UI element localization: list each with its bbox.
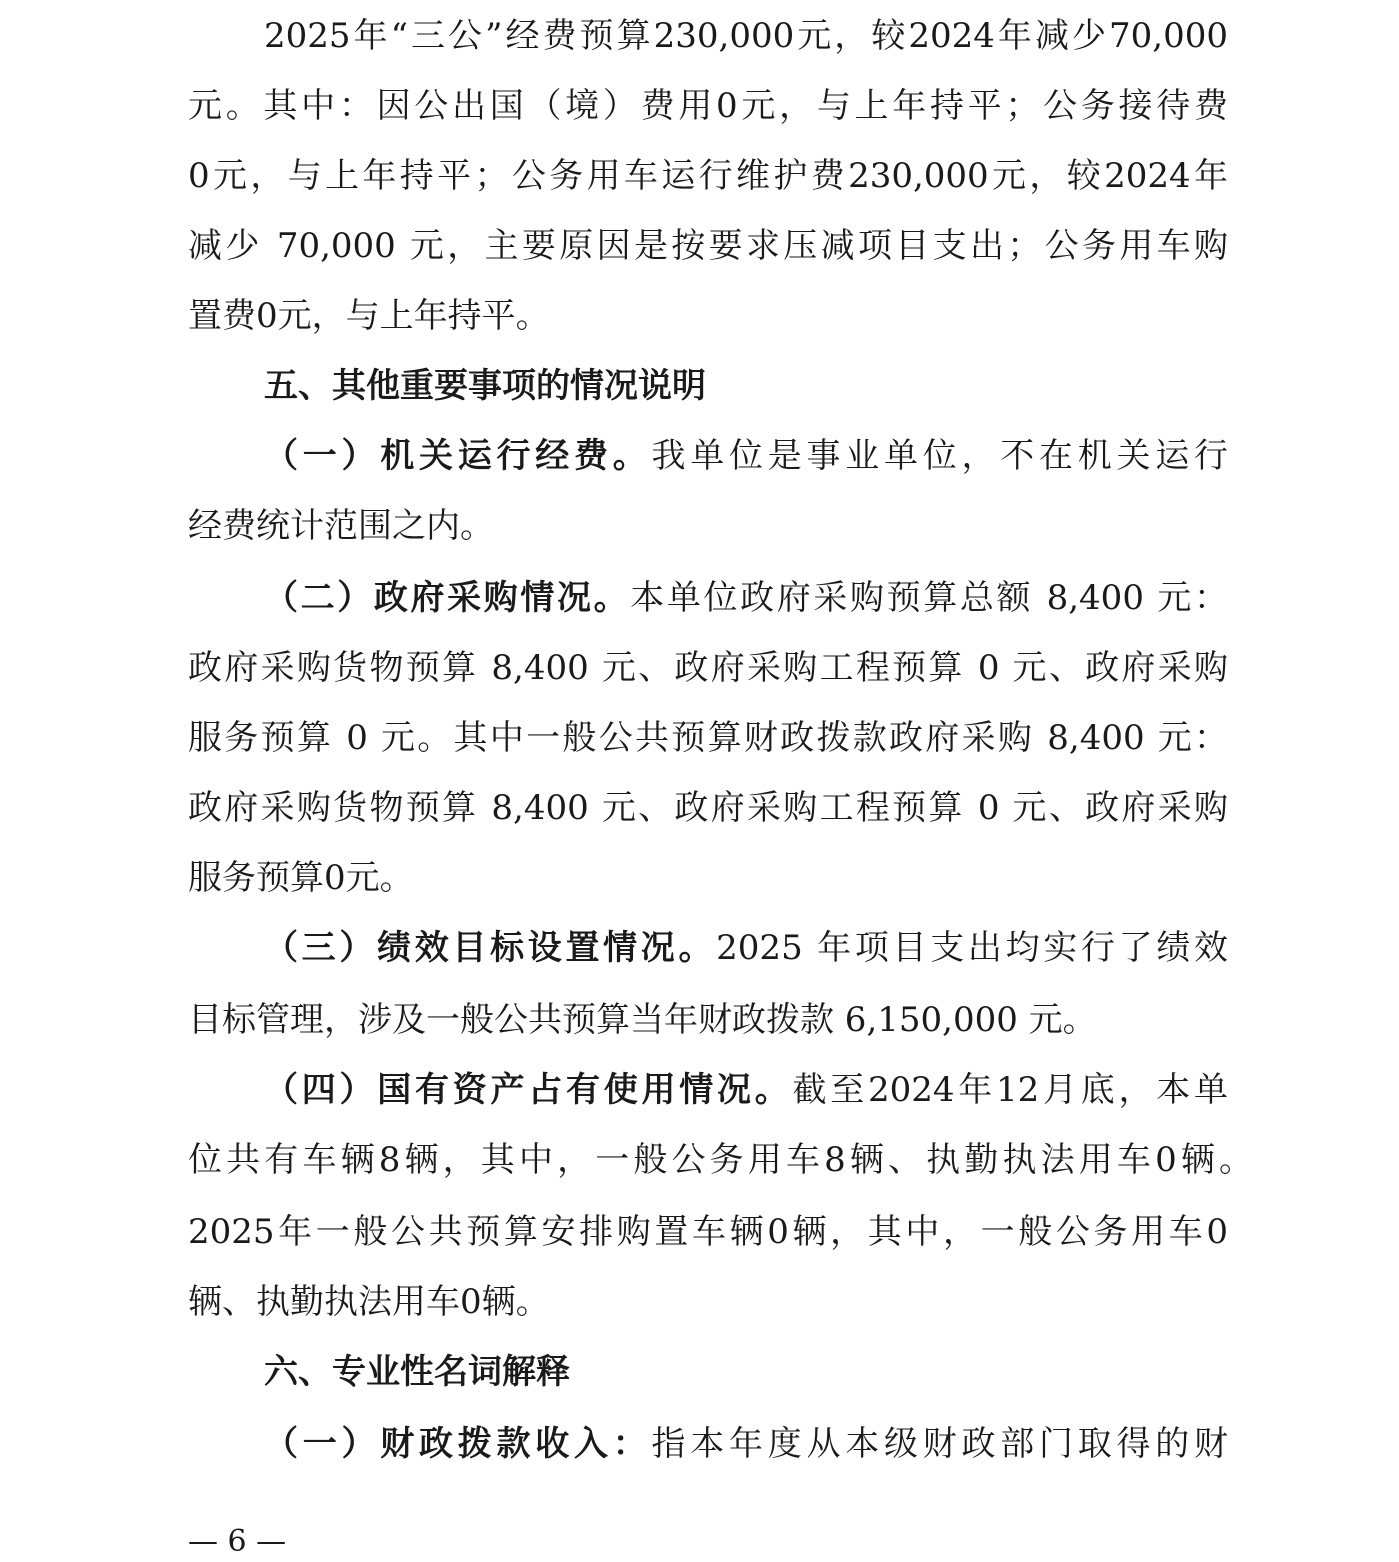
paragraph-line xyxy=(264,562,1228,634)
paragraph-line: 经费统计范围之内。 xyxy=(188,506,494,546)
item-lead: （二）政府采购情况。 xyxy=(264,578,631,618)
page-number: — 6 — xyxy=(188,1524,287,1559)
paragraph-line: 位共有车辆8辆，其中，一般公务用车8辆、执勤执法用车0辆。 xyxy=(188,1140,1253,1180)
paragraph-line: 元。其中：因公出国（境）费用0元，与上年持平；公务接待费 xyxy=(188,86,1228,126)
paragraph-line xyxy=(264,1408,1228,1480)
item-text: 2025 年项目支出均实行了绩效 xyxy=(716,928,1228,968)
item-text: 指本年度从本级财政部门取得的财 xyxy=(651,1424,1228,1464)
paragraph-line: 减少 70,000 元，主要原因是按要求压减项目支出；公务用车购 xyxy=(188,226,1228,266)
item-lead: （三）绩效目标设置情况。 xyxy=(264,928,717,968)
paragraph-line: 置费0元，与上年持平。 xyxy=(188,296,550,336)
section-heading: 六、专业性名词解释 xyxy=(264,1352,570,1392)
item-text: 本单位政府采购预算总额 8,400 元： xyxy=(630,578,1229,618)
section-heading: 五、其他重要事项的情况说明 xyxy=(264,366,706,406)
paragraph-line: 政府采购货物预算 8,400 元、政府采购工程预算 0 元、政府采购 xyxy=(188,648,1228,688)
paragraph-line: 0元，与上年持平；公务用车运行维护费230,000元，较2024年 xyxy=(188,156,1228,196)
paragraph-line: 目标管理，涉及一般公共预算当年财政拨款 6,150,000 元。 xyxy=(188,1000,1097,1040)
paragraph-line: 服务预算0元。 xyxy=(188,858,414,898)
item-text: 截至2024年12月底，本单 xyxy=(792,1070,1229,1110)
item-lead: （一）机关运行经费。 xyxy=(264,436,652,476)
paragraph-line xyxy=(264,1054,1228,1126)
item-text: 我单位是事业单位，不在机关运行 xyxy=(651,436,1228,476)
item-lead: （四）国有资产占有使用情况。 xyxy=(264,1070,793,1110)
paragraph-line xyxy=(264,420,1228,492)
paragraph-line: 服务预算 0 元。其中一般公共预算财政拨款政府采购 8,400 元： xyxy=(188,718,1228,758)
item-lead: （一）财政拨款收入： xyxy=(264,1424,652,1464)
paragraph-line xyxy=(264,912,1228,984)
paragraph-line: 辆、执勤执法用车0辆。 xyxy=(188,1282,550,1322)
paragraph-line: 2025年“三公”经费预算230,000元，较2024年减少70,000 xyxy=(264,16,1228,56)
paragraph-line: 2025年一般公共预算安排购置车辆0辆，其中，一般公务用车0 xyxy=(188,1212,1228,1252)
paragraph-line: 政府采购货物预算 8,400 元、政府采购工程预算 0 元、政府采购 xyxy=(188,788,1228,828)
